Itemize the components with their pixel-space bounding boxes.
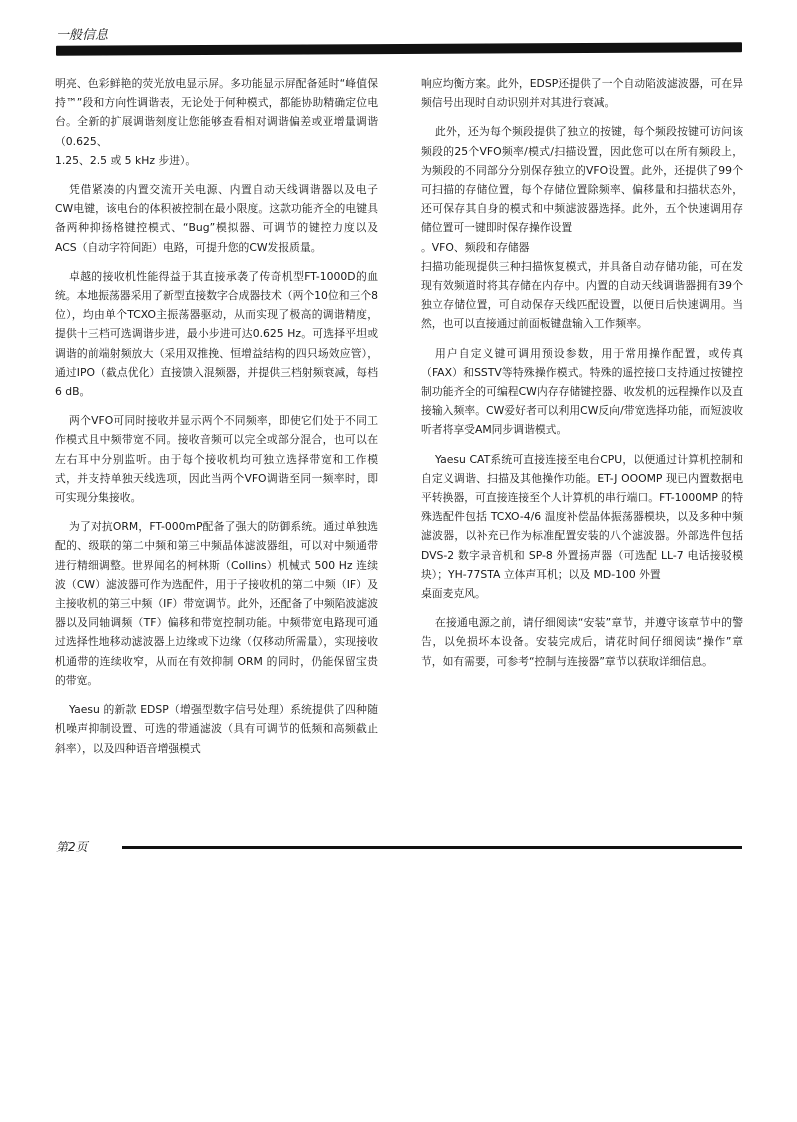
paragraph: 明亮、色彩鲜艳的荧光放电显示屏。多功能显示屏配备延时“峰值保持™”段和方向性调谐表，无论处于何种模式，都能协助精确定位电台。全新的扩展调谐刻度让您能够查看相对调谐偏差或亚增量调谐（0.625、	[55, 77, 378, 148]
paragraph: 两个VFO可同时接收并显示两个不同频率，即使它们处于不同工作模式且中频带宽不同。接收音频可以完全或部分混合，也可以在左右耳中分别监听。由于每个接收机均可独立选择带宽和工作模式，并支持单独天线选项，因此当两个VFO调谐至同一频率时，即可实现分集接收。	[55, 414, 378, 505]
paragraph: 响应均衡方案。此外，EDSP还提供了一个自动陷波滤波器，可在异频信号出现时自动识别并对其进行衰减。	[421, 77, 743, 110]
left-column	[55, 74, 378, 768]
footer-rule	[122, 846, 742, 849]
paragraph: 凭借紧凑的内置交流开关电源、内置自动天线调谐器以及电子CW电键，该电台的体积被控制在最小限度。这款功能齐全的电键具备两种抑扬格键控模式、“Bug”模拟器、可调节的键控力度以及ACS（自动字符间距）电路，可提升您的CW发报质量。	[55, 183, 378, 254]
page-number: 第2页	[56, 840, 88, 854]
paragraph: Yaesu CAT系统可直接连接至电台CPU，以便通过计算机控制和自定义调谐、扫描及其他操作功能。ET-J OOOMP 现已内置数据电平转换器，可直接连接至个人计算机的串行端口。FT-1000MP 的特殊选配件包括 TCXO-4/6 温度补偿晶体振荡器模块，以及多种中频滤波器，以补充已作为标准配置安装的八个滤波器。外部选件包括 DVS-2 数字录音机和 SP-8 外置扬声器（可选配 LL-7 电话接驳模块）；YH-77STA 立体声耳机；以及 MD-100 外置	[421, 452, 743, 581]
paragraph: 卓越的接收机性能得益于其直接承袭了传奇机型FT-1000D的血统。本地振荡器采用了新型直接数字合成器技术（两个10位和三个8位），均由单个TCXO主振荡器驱动，从而实现了极高的调谐精度，提供十三档可选调谐步进，最小步进可达0.625 Hz。可选择平坦或调谐的前端射频放大（采用双推挽、恒增益结构的四只场效应管），通过IPO（截点优化）直接馈入混频器，并提供三档射频衰减，每档6 dB。	[55, 269, 378, 399]
paragraph: 用户自定义键可调用预设参数，用于常用操作配置，或传真（FAX）和SSTV等特殊操作模式。特殊的遥控接口支持通过按键控制功能齐全的可编程CW内存存储键控器、收发机的远程操作以及直接输入频率。CW爱好者可以利用CW反向/带宽选择功能，而短波收听者将享受AM同步调谐模式。	[421, 346, 743, 437]
paragraph: 桌面麦克风。	[421, 587, 486, 601]
right-column	[421, 74, 743, 681]
section-title: 一般信息	[56, 28, 109, 43]
paragraph: 此外，还为每个频段提供了独立的按键，每个频段按键可访问该频段的25个VFO频率/模式/扫描设置，因此您可以在所有频段上，为频段的不同部分分别保存独立的VFO设置。此外，还提供了99个可扫描的存储位置，每个存储位置除频率、偏移量和扫描状态外，还可保存其自身的模式和中频滤波器选择。此外，五个快速调用存储位置可一键即时保存操作设置	[421, 125, 743, 235]
paragraph: 1.25、2.5 或 5 kHz 步进）。	[55, 153, 197, 167]
paragraph: 在接通电源之前，请仔细阅读“安装”章节，并遵守该章节中的警告，以免损坏本设备。安装完成后，请花时间仔细阅读“操作”章节，如有需要，可参考“控制与连接器”章节以获取详细信息。	[421, 616, 743, 668]
paragraph: 扫描功能现提供三种扫描恢复模式，并具备自动存储功能，可在发现有效频道时将其存储在内存中。内置的自动天线调谐器拥有39个独立存储位置，可自动保存天线匹配设置，以便日后快速调用。当然，也可以直接通过前面板键盘输入工作频率。	[421, 259, 743, 331]
paragraph: Yaesu 的新款 EDSP（增强型数字信号处理）系统提供了四种随机噪声抑制设置、可选的带通滤波（具有可调节的低频和高频截止斜率），以及四种语音增强模式	[55, 703, 378, 755]
paragraph: 。VFO、频段和存储器	[421, 240, 530, 254]
header-rule	[56, 42, 742, 56]
paragraph: 为了对抗ORM，FT-000mP配备了强大的防御系统。通过单独选配的、级联的第二中频和第三中频晶体滤波器组，可以对中频通带进行精细调整。世界闻名的柯林斯（Collins）机械式 500 Hz 连续波（CW）滤波器可作为选配件，用于子接收机的第二中频（IF）及主接收机的第三中频（IF）带宽调节。此外，还配备了中频陷波滤波器以及同轴调频（TF）偏移和带宽控制功能。中频带宽电路现可通过选择性地移动滤波器上边缘或下边缘（仅移动所需量），实现接收机通带的连续收窄，从而在有效抑制 ORM 的同时，仍能保留宝贵的带宽。	[55, 520, 378, 687]
